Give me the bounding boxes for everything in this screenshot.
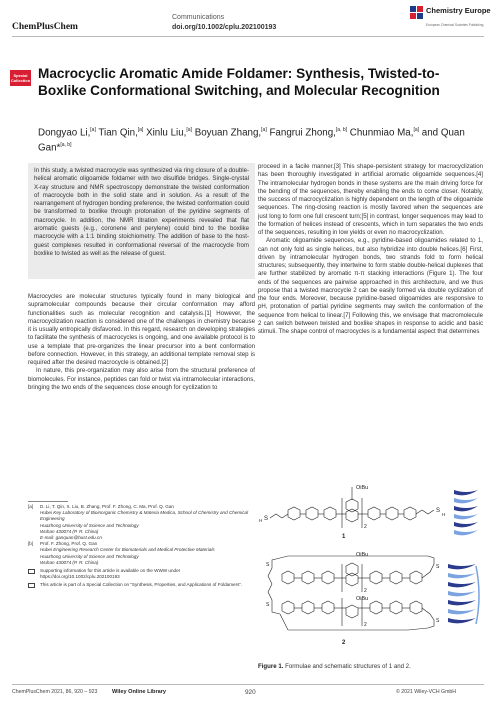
affiliation-line: Huazhong University of Science and Technology bbox=[40, 553, 139, 559]
affiliation-label: [a] bbox=[28, 504, 34, 509]
helix-ribbon-1 bbox=[454, 490, 478, 535]
article-title: Macrocyclic Aromatic Amide Foldamer: Synthesis, Twisted-to-Boxlike Conformational Switching, and Molecular Recognition bbox=[38, 66, 440, 98]
h-left-1: H bbox=[259, 518, 263, 523]
affiliation-line: E-mail: ganquan@hust.edu.cn bbox=[40, 535, 102, 541]
sh-left-1: S bbox=[264, 516, 269, 522]
affiliation-line: Wuhan 430074 (P. R. China) bbox=[40, 528, 99, 534]
affiliation bbox=[28, 541, 255, 566]
affiliation-line: D. Li, T. Qin, X. Liu, B. Zhang, Prof. F. Zhong, C. Ma, Prof. Q. Gan bbox=[40, 504, 174, 509]
page-number: 920 bbox=[245, 689, 256, 696]
helix-ribbon-2 bbox=[448, 564, 479, 624]
bracket-sub-2a: 2 bbox=[364, 588, 367, 594]
sh-right-1: S bbox=[436, 508, 441, 514]
obu-label-1: OiBu bbox=[356, 485, 369, 491]
supporting-text: Supporting information for this article is available on the WWW under https://doi.org/10.1002/cplu.202100193 bbox=[40, 568, 181, 580]
journal-name: ChemPlusChem bbox=[12, 22, 78, 32]
affiliation-line: Huazhong University of Science and Technology bbox=[40, 522, 139, 528]
affiliation-line: Hubei Engineering Research Center for Biomaterials and Medical Protective Materials bbox=[40, 547, 215, 553]
wiley-online-library-link[interactable]: Wiley Online Library bbox=[112, 689, 167, 695]
author-affiliation-mark: [a] bbox=[413, 127, 420, 133]
obu-label-2a: OiBu bbox=[356, 552, 369, 558]
body-paragraph: Macrocycles are molecular structures typically found in many biological and supramolecular compounds because their circular conformation may afford functionalities such as molecular recognition and catalysis.[1] However, the macrocyclization reaction is considered one of the challenges in chemistry because it is usually entropically disfavored. In this regard, research on developing strategies to facilitate the synthesis of macrocycles is ongoing, and one available protocol is to use a template that pre-organizes the linear precursor into a bent conformation before connection. However, in this strategy, an additional template removal step is required after the desired macrocycle is obtained.[2] bbox=[28, 293, 255, 366]
affiliation-line: Prof. F. Zhong, Prof. Q. Gan bbox=[40, 541, 98, 547]
publisher-name: Chemistry Europe bbox=[426, 6, 491, 15]
author-name: Xinlu Liu, bbox=[146, 127, 187, 139]
figure-caption bbox=[258, 663, 483, 670]
bracket-sub-1: 2 bbox=[364, 524, 367, 530]
special-note bbox=[28, 582, 255, 588]
author-name: Chunmiao Ma, bbox=[349, 127, 414, 139]
caption-label: Figure 1. bbox=[258, 663, 284, 670]
body-paragraph: proceed in a facile manner.[3] This shape-persistent strategy for macrocyclization has been thoroughly investigated in artificial aromatic oligoamide sequences.[4] The intramolecular hydrogen bonds in these systems are the main driving force for the bending of the sequences, thereby enabling the ends to come closer. Notably, the success of macrocyclization is highly dependent on the length of the oligoamide sequences. The ring-closing reaction is mostly favored when the sequences are just long to form one full crescent turn;[5] in contrast, longer sequences may lead to the formation of helices instead of crescents, which in turn separates the two ends of the sequences, resulting in low yields or even no macrocyclization. bbox=[258, 163, 483, 236]
author-name: Dongyao Li, bbox=[38, 127, 91, 139]
body-column-left bbox=[28, 293, 255, 392]
publisher-logo bbox=[410, 6, 492, 34]
abstract-box: In this study, a twisted macrocycle was synthesized via ring closure of a double-helical aromatic oligoamide foldamer with two disulfide bridges. Single-crystal X-ray structure and NMR spectroscopy demonstrate the twisted conformation of macrocycle both in the solid state and in solution. As a result of the rearrangement of hydrogen bonding preference, the twisted conformation could be transformed to boxlike through protonation of the pyridine segments of macrocycle. In addition, the NMR titration experiments revealed that flat aromatic guests (e.g., coronene and perylene) could bind to the boxlike macrocycle with a 1:1 binding stoichiometry. The addition of base to the host-guest complexes resulted in conformational reversal of the macrocycle from boxlike to twisted as well as the release of guest. bbox=[28, 163, 255, 279]
bracket-sub-2b: 2 bbox=[364, 622, 367, 628]
structure-2 bbox=[266, 552, 440, 646]
footnote-divider bbox=[28, 501, 68, 502]
author-list bbox=[38, 124, 478, 155]
body-paragraph: Aromatic oligoamide sequences, e.g., pyridine-based oligoamides related to 1, can not only fold as single helices, but also hybridize into double helices.[6] First, driven by intramolecular hydrogen bonds, two strands fold to form helical structures; subsequently, they intertwine to form stable double-helical duplexes that are further stabilized by aromatic π-π stacking interactions (Figure 1). The four ends of the sequences are pairwise approached in this architecture, and we thus propose that a twisted macrocycle 2 can be easily formed via double cyclization of the four ends. Moreover, because pyridine-based oligoamides are responsive to pH, protonation of partial pyridine segments may switch the conformation of the sequence from helical to linear.[7] Following this, we envisage that macromolecule 2 can switch between twisted and boxlike shapes in response to acidic and basic stimuli. The shape control of macrocycles is a fundamental aspect that determines bbox=[258, 237, 483, 335]
author-name: Tian Qin, bbox=[98, 127, 138, 139]
special-text: This article is part of a Special Collection on “Synthesis, Properties, and Applications of Foldamers”. bbox=[40, 582, 243, 588]
footer-citation: ChemPlusChem 2021, 86, 920 – 923 bbox=[12, 689, 98, 695]
s-right-top: S bbox=[436, 564, 440, 570]
header-divider bbox=[12, 36, 484, 37]
h-right-1: H bbox=[442, 512, 446, 517]
figure-1 bbox=[258, 480, 483, 650]
document-icon bbox=[28, 583, 35, 588]
publisher-subtitle: European Chemical Societies Publishing bbox=[426, 23, 484, 27]
author-affiliation-mark: [a, b] bbox=[335, 127, 348, 133]
author-affiliation-mark: [a] bbox=[261, 127, 267, 133]
copyright: © 2021 Wiley-VCH GmbH bbox=[396, 689, 457, 695]
supporting-note bbox=[28, 568, 255, 580]
footer-divider bbox=[12, 684, 484, 685]
body-column-right bbox=[258, 163, 483, 336]
author-affiliation-mark: [a] bbox=[90, 127, 96, 133]
s-right-bottom: S bbox=[436, 618, 440, 624]
author-name: Fangrui Zhong, bbox=[269, 127, 336, 139]
footnotes bbox=[28, 504, 255, 589]
body-paragraph: In nature, this pre-organization may also arise from the structural preference of biomolecules. For instance, peptides can fold or twist via intramolecular interactions, bringing the two ends of the sequences close enough for cyclization to bbox=[28, 367, 255, 391]
affiliation-line: Wuhan 430074 (P. R. China) bbox=[40, 559, 99, 565]
caption-text: Formulae and schematic structures of 1 and 2. bbox=[283, 663, 411, 670]
document-icon bbox=[28, 569, 35, 574]
author-name: and Quan Gan* bbox=[38, 127, 465, 154]
special-collection-badge: Special Collection bbox=[10, 70, 31, 86]
s-left-bottom: S bbox=[266, 602, 270, 608]
affiliation bbox=[28, 504, 255, 541]
compound-label-2: 2 bbox=[342, 640, 346, 646]
structure-1 bbox=[259, 485, 445, 540]
section-label: Communications bbox=[172, 14, 225, 21]
author-name: Boyuan Zhang, bbox=[194, 127, 262, 139]
affiliation-line: Hubei Key Laboratory of Bioinorganic Chemistry & Materia Medica, School of Chemistry and Chemical Engineering bbox=[40, 510, 249, 522]
compound-label-1: 1 bbox=[342, 534, 346, 540]
s-left-top: S bbox=[266, 562, 270, 568]
author-affiliation-mark: [a] bbox=[137, 127, 144, 133]
doi-link[interactable]: doi.org/10.1002/cplu.202100193 bbox=[172, 24, 277, 31]
page-header bbox=[0, 0, 496, 44]
affiliation-label: [b] bbox=[28, 541, 34, 547]
chemistry-europe-logo-icon bbox=[410, 6, 424, 20]
author-affiliation-mark: [a, b] bbox=[60, 142, 72, 149]
author-affiliation-mark: [a] bbox=[186, 127, 192, 133]
obu-label-2b: OiBu bbox=[356, 596, 369, 602]
